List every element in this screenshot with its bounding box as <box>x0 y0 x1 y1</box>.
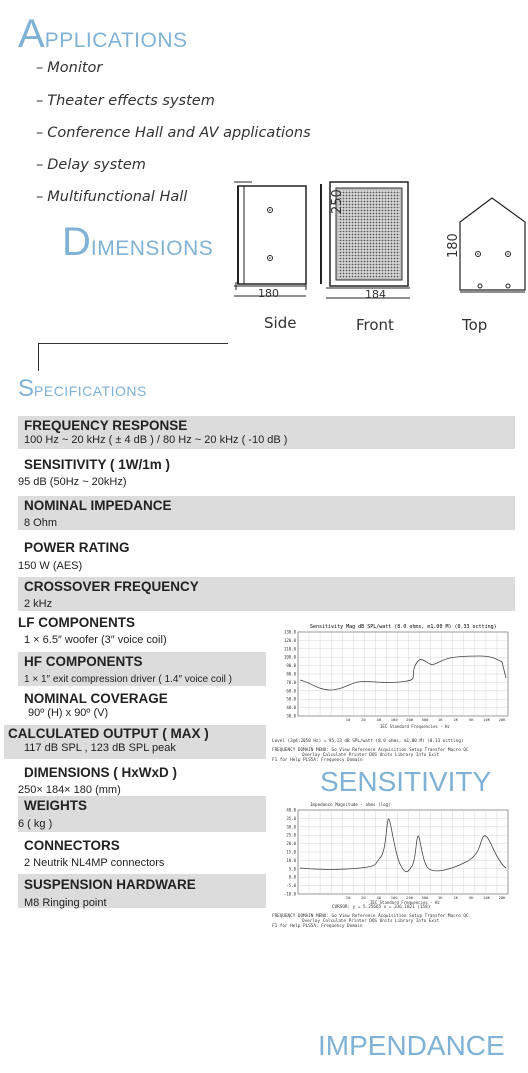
impedance-caption: IMPENDANCE <box>318 1030 505 1061</box>
y-tick-label: 20.0 <box>286 841 296 847</box>
x-tick-label: 1K <box>438 895 443 900</box>
x-tick-label: 10K <box>483 717 491 722</box>
spec-label: NOMINAL COVERAGE <box>24 691 168 706</box>
specifications-heading: SPECIFICATIONS <box>18 375 147 402</box>
x-tick-label: 500 <box>421 717 429 722</box>
x-tick-label: 200 <box>406 717 414 722</box>
spec-row-nominal-coverage <box>18 691 266 725</box>
applications-heading: APPLICATIONS <box>18 12 188 56</box>
top-view-label: Top <box>462 316 488 334</box>
spec-row-weights <box>18 796 266 832</box>
top-depth-label: 180 <box>446 233 461 258</box>
plot-xlabel: IEC Standard Frequencies - Hz <box>380 724 450 729</box>
y-tick-label: 25.0 <box>286 832 296 838</box>
y-tick-label: 50.0 <box>286 696 296 702</box>
y-tick-label: 110.0 <box>283 646 296 652</box>
sensitivity-footer: Level (2@4:2050 Hz) = 95.13 dB SPL/watt (8.0 ohms, m1.00 M) (0.33 octting) FREQUENCY DOMAIN MENU: Go View Reference Acquisition Setup Transfer Macro QC Overlay Calculate Printer DOS Units Library Info Exit F1 for Help PLS5A: Frequency Domain <box>272 739 469 763</box>
y-tick-label: 40.0 <box>286 705 296 711</box>
dimension-drawings <box>222 176 528 300</box>
y-tick-label: 15.0 <box>286 849 296 855</box>
spec-label: CONNECTORS <box>24 838 120 853</box>
spec-row-power-rating <box>18 540 515 574</box>
spec-row-connectors <box>18 838 266 872</box>
plot-title: Sensitivity Mag dB SPL/watt (8.0 ohms, m1.00 M) (0.33 octting) <box>310 624 497 630</box>
application-item: – Delay system <box>36 157 146 173</box>
dimensions-heading: DIMENSIONS <box>62 220 214 264</box>
spec-label: CALCULATED OUTPUT ( MAX ) <box>8 726 209 741</box>
sensitivity-curve <box>300 656 506 690</box>
x-tick-label: 10 <box>345 717 351 722</box>
x-tick-label: 5K <box>468 895 474 900</box>
front-height-label: 250 <box>330 189 345 214</box>
spec-row-crossover-frequency <box>18 577 515 611</box>
side-width-label: 180 <box>258 287 279 300</box>
spec-value: 100 Hz ~ 20 kHz ( ± 4 dB ) / 80 Hz ~ 20 kHz ( -10 dB ) <box>24 434 288 446</box>
spec-value: 6 ( kg ) <box>18 818 53 830</box>
spec-value: 1 × 1″ exit compression driver ( 1.4″ voice coil ) <box>24 674 232 685</box>
spec-label: DIMENSIONS ( HxWxD ) <box>24 765 178 780</box>
spec-value: 2 kHz <box>24 598 53 610</box>
front-view-label: Front <box>356 316 394 334</box>
x-tick-label: 20 <box>361 717 366 722</box>
sensitivity-plot <box>270 622 528 736</box>
y-tick-label: 10.0 <box>286 857 296 863</box>
spec-row-dimensions <box>18 765 266 799</box>
spec-row-calculated-output <box>4 725 266 759</box>
application-item: – Theater effects system <box>36 93 215 109</box>
spec-label: FREQUENCY RESPONSE <box>24 418 188 433</box>
spec-label: NOMINAL IMPEDANCE <box>24 498 172 513</box>
front-width-label: 184 <box>365 288 386 301</box>
spec-value: 95 dB (50Hz ~ 20kHz) <box>18 476 127 488</box>
spec-row-sensitivity <box>18 457 515 491</box>
y-tick-label: 120.0 <box>283 637 296 643</box>
sensitivity-caption: SENSITIVITY <box>320 766 492 797</box>
impedance-plot <box>270 800 528 914</box>
x-tick-label: 100 <box>390 895 398 900</box>
y-tick-label: 0.0 <box>288 874 296 880</box>
x-tick-label: 1K <box>438 717 443 722</box>
application-item: – Multifunctional Hall <box>36 189 188 205</box>
spec-label: LF COMPONENTS <box>18 615 135 630</box>
y-tick-label: 90.0 <box>286 663 296 669</box>
spec-row-frequency-response <box>18 416 515 449</box>
y-tick-label: 70.0 <box>286 679 296 685</box>
y-tick-label: 30.0 <box>286 713 296 719</box>
spec-value: 90º (H) x 90º (V) <box>28 707 109 719</box>
divider-horizontal <box>38 343 228 344</box>
application-item: – Conference Hall and AV applications <box>36 125 311 141</box>
x-tick-label: 5K <box>468 717 474 722</box>
x-tick-label: 20 <box>361 895 366 900</box>
spec-label: HF COMPONENTS <box>24 654 143 669</box>
spec-row-hf-components <box>18 652 266 686</box>
spec-label: POWER RATING <box>24 540 130 555</box>
divider-vertical <box>38 343 39 371</box>
impedance-footer: CURSOR: y = 5.25665 x = 336.1821 (158) FREQUENCY DOMAIN MENU: Go View Reference Acquisition Setup Transfer Macro QC Overlay Calculate Printer DOS Units Library Info Exit F1 for Help PLS5A: Frequency Domain <box>272 905 469 929</box>
y-tick-label: 60.0 <box>286 688 296 694</box>
spec-label: WEIGHTS <box>24 798 87 813</box>
spec-label: SUSPENSION HARDWARE <box>24 877 196 892</box>
y-tick-label: 100.0 <box>283 654 296 660</box>
x-tick-label: 40 <box>376 895 382 900</box>
spec-row-nominal-impedance <box>18 496 515 530</box>
top-view-drawing <box>460 198 525 292</box>
spec-row-suspension-hardware <box>18 874 266 908</box>
y-tick-label: 130.0 <box>283 629 296 635</box>
y-tick-label: 35.0 <box>286 815 296 821</box>
y-tick-label: -5.0 <box>286 883 296 889</box>
y-tick-label: 5.0 <box>288 866 296 872</box>
spec-value: M8 Ringing point <box>24 897 107 909</box>
x-tick-label: 10K <box>483 895 491 900</box>
spec-value: 117 dB SPL , 123 dB SPL peak <box>24 742 176 754</box>
spec-value: 250× 184× 180 (mm) <box>18 784 121 796</box>
y-tick-label: 30.0 <box>286 824 296 830</box>
x-tick-label: 10 <box>345 895 351 900</box>
spec-label: SENSITIVITY ( 1W/1m ) <box>24 457 171 472</box>
spec-value: 150 W (AES) <box>18 560 83 572</box>
spec-value: 1 × 6.5″ woofer (3″ voice coil) <box>24 634 167 646</box>
x-tick-label: 2K <box>453 895 459 900</box>
plot-xlabel: IEC Standard Frequencies - Hz <box>370 900 440 905</box>
spec-value: 8 Ohm <box>24 517 58 529</box>
x-tick-label: 100 <box>390 717 398 722</box>
y-tick-label: -10.0 <box>283 891 296 897</box>
application-item: – Monitor <box>36 60 103 76</box>
spec-value: 2 Neutrik NL4MP connectors <box>24 857 165 869</box>
y-tick-label: 80.0 <box>286 671 296 677</box>
side-view-label: Side <box>264 314 297 332</box>
x-tick-label: 500 <box>421 895 429 900</box>
x-tick-label: 40 <box>376 717 382 722</box>
x-tick-label: 2K <box>453 717 459 722</box>
x-tick-label: 20K <box>498 717 506 722</box>
spec-label: CROSSOVER FREQUENCY <box>24 579 199 594</box>
side-view-drawing <box>234 182 306 296</box>
x-tick-label: 20K <box>498 895 506 900</box>
y-tick-label: 40.0 <box>286 807 296 813</box>
x-tick-label: 200 <box>406 895 414 900</box>
plot-title: Impedance Magnitude - ohms (log) <box>310 802 391 807</box>
